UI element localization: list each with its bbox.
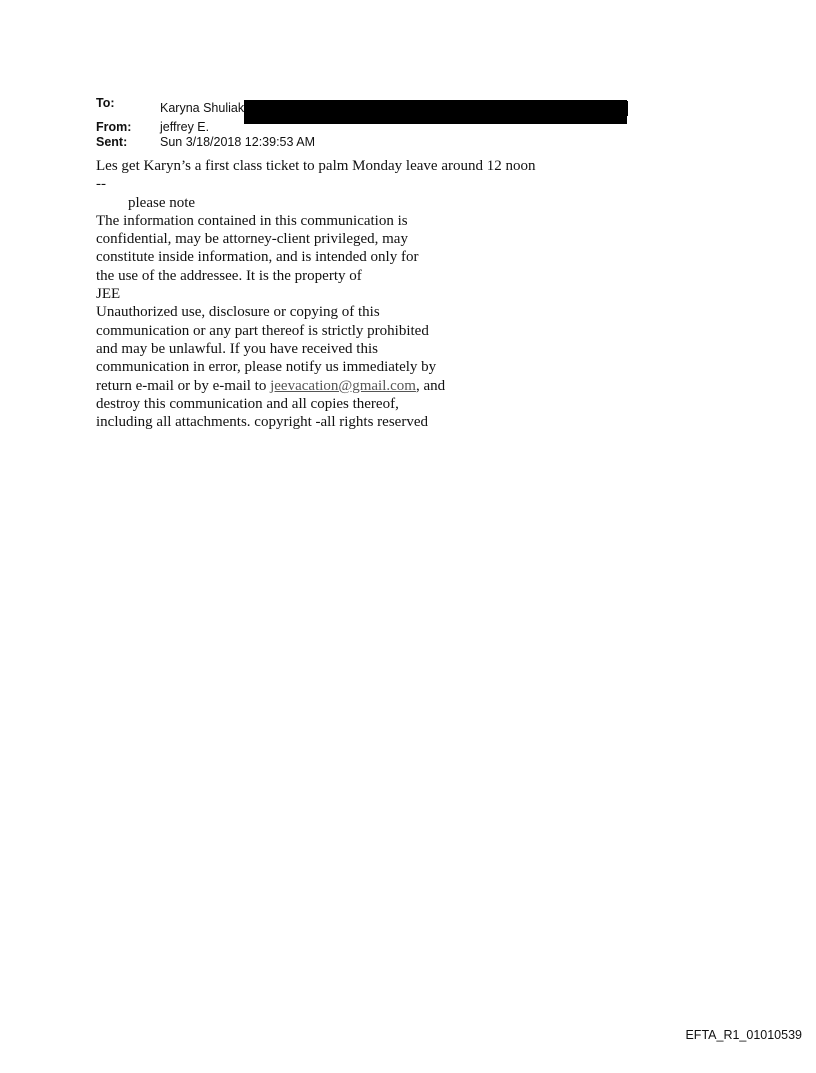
- disclaimer-text: return e-mail or by e-mail to: [96, 377, 271, 394]
- disclaimer-line: The information contained in this communication is: [96, 212, 408, 229]
- to-label: To:: [96, 96, 115, 110]
- from-value: jeffrey E.: [160, 120, 210, 134]
- signature-separator: --: [96, 176, 106, 193]
- disclaimer-text: , and: [415, 377, 446, 394]
- disclaimer-line: including all attachments. copyright -all rights reserved: [96, 414, 428, 431]
- disclaimer-line: [96, 377, 656, 395]
- sent-value: Sun 3/18/2018 12:39:53 AM: [160, 135, 315, 149]
- email-body: [96, 157, 656, 431]
- disclaimer-line: Unauthorized use, disclosure or copying of this: [96, 304, 380, 321]
- disclaimer-line: the use of the addressee. It is the property of: [96, 267, 362, 284]
- redaction-bar: [244, 100, 627, 124]
- redaction-edge: [627, 101, 628, 116]
- disclaimer-line: and may be unlawful. If you have received this: [96, 340, 378, 357]
- recipient-name: Karyna Shuliak: [160, 100, 245, 115]
- disclaimer-line: communication in error, please notify us immediately by: [96, 359, 437, 376]
- note-heading: please note: [128, 194, 196, 211]
- to-row: [96, 96, 628, 120]
- sent-label: Sent:: [96, 135, 128, 149]
- disclaimer-line: destroy this communication and all copies thereof,: [96, 395, 399, 412]
- from-label: From:: [96, 120, 132, 134]
- email-link[interactable]: jeevacation@gmail.com: [270, 377, 416, 394]
- disclaimer-line: communication or any part thereof is strictly prohibited: [96, 322, 429, 339]
- document-id: EFTA_R1_01010539: [685, 1028, 802, 1042]
- disclaimer-line: constitute inside information, and is intended only for: [96, 249, 419, 266]
- email-header: [96, 96, 628, 150]
- disclaimer-line: confidential, may be attorney-client privileged, may: [96, 231, 408, 248]
- disclaimer-line: JEE: [96, 286, 121, 303]
- to-value: [160, 96, 628, 120]
- message-line: Les get Karyn’s a first class ticket to palm Monday leave around 12 noon: [96, 158, 536, 174]
- sent-row: [96, 135, 628, 150]
